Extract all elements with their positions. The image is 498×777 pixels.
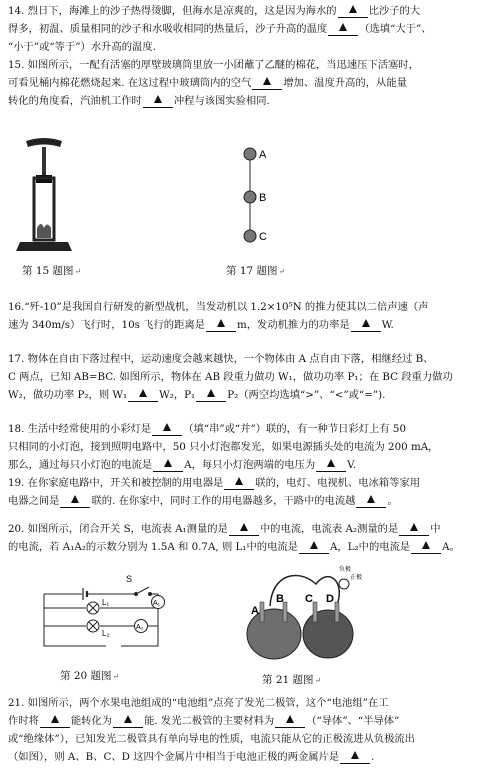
led-pos-label: 正极 (350, 575, 363, 581)
question-15 (8, 56, 492, 110)
fruit-right-icon (303, 610, 353, 658)
blank-marker-icon (327, 459, 335, 467)
cotton-icon (37, 224, 51, 238)
blank-marker-icon (349, 5, 357, 13)
figure-21-caption: 第 21 题图↵ (262, 674, 322, 686)
answer-blank[interactable] (275, 715, 305, 728)
blank-marker-icon (163, 423, 171, 431)
cylinder-base-icon (16, 242, 72, 251)
lamp-l1-icon (87, 602, 99, 614)
answer-blank[interactable] (60, 495, 90, 508)
figure-21-fruit-battery (238, 562, 363, 666)
figure-20-caption: 第 20 题图↵ (60, 670, 120, 682)
q15-line-1: 15. 如图所示，一配有活塞的厚壁玻璃筒里放一小团蘸了乙醚的棉花，当迅速压下活塞时， (8, 59, 419, 71)
q14-line-2: 得多，初温、质量相同的沙子和水吸收相同的热量后，沙子升高的温度 （选填“大于”、 (8, 23, 432, 35)
q15-line-3: 转化的角度看，汽油机工作时 冲程与该图实验相同. (8, 95, 270, 107)
ammeter-a1-label: A₁ (153, 600, 161, 607)
blank-marker-icon (286, 715, 294, 723)
switch-icon (135, 587, 152, 596)
blank-marker-icon (235, 477, 243, 485)
q16-line-2: 速为 340m/s）飞行时，10s 飞行的距离是 m，发动机推力的功率是 W. (8, 319, 394, 331)
q14-line-3: “小于”或“等于”）水升高的温度. (8, 41, 156, 53)
answer-blank[interactable] (351, 319, 381, 332)
blank-marker-icon (154, 95, 162, 103)
point-c-icon (244, 230, 256, 242)
answer-blank[interactable] (399, 523, 429, 536)
point-b-icon (244, 191, 256, 203)
battery-icon (83, 588, 87, 600)
blank-marker-icon (139, 389, 147, 397)
question-20 (8, 520, 492, 556)
answer-blank[interactable] (196, 389, 226, 402)
figure-15-caption: 第 15 题图↵ (22, 265, 82, 277)
answer-blank[interactable] (206, 319, 236, 332)
question-21 (8, 694, 492, 766)
led-icon (339, 579, 349, 589)
answer-blank[interactable] (153, 459, 183, 472)
figure-20-circuit (36, 568, 166, 656)
answer-blank[interactable] (338, 5, 368, 18)
q20-line-1: 20. 如图所示，闭合开关 S，电流表 A₁测量的是 中的电流，电流表 A₂测量的是 中 (8, 523, 441, 535)
q18-line-1: 18. 生活中经常使用的小彩灯是 （填“串”或“并”）联的，有一种节日彩灯上有 50 (8, 423, 406, 435)
plate-label-c: C (305, 593, 313, 605)
metal-plate-b (283, 602, 287, 622)
lamp-l2-label: L₂ (102, 629, 110, 638)
q21-line-1: 21. 如图所示，两个水果电池组成的“电池组”点亮了发光二极管，这个“电池组”在工 (8, 697, 389, 709)
led-neg-label: 负极 (339, 567, 352, 573)
blank-marker-icon (217, 319, 225, 327)
blank-marker-icon (51, 715, 59, 723)
q16-line-1: 16.“歼-10”是我国自行研发的新型战机，当发动机以 1.2×10⁵N 的推力使其以二倍声速（声 (8, 301, 429, 313)
question-19 (8, 474, 492, 510)
answer-blank[interactable] (40, 715, 70, 728)
figure-17-caption: 第 17 题图↵ (226, 265, 286, 277)
q17-line-2: C 两点，已知 AB=BC. 如图所示，物体在 AB 段重力做功 W₁，做功功率 P₁；在 BC 段重力做功 (8, 371, 453, 383)
blank-marker-icon (310, 541, 318, 549)
question-18 (8, 420, 492, 474)
blank-marker-icon (240, 523, 248, 531)
q21-line-3: 或“绝缘体”），已知发光二极管具有单向导电的性质，电流只能从它的正极流进从负极流出 (8, 733, 415, 745)
plate-label-a: A (251, 605, 259, 617)
figure-15-piston-cylinder (14, 138, 74, 256)
q14-line-1: 14. 烈日下，海滩上的沙子热得烫脚，但海水是凉爽的，这是因为海水的 比沙子的大 (8, 5, 421, 17)
blank-marker-icon (410, 523, 418, 531)
metal-plate-c (313, 602, 317, 622)
answer-blank[interactable] (252, 77, 282, 90)
blank-marker-icon (351, 751, 359, 759)
point-c-label: C (259, 231, 267, 243)
q18-line-2: 只相同的小灯泡，接到照明电路中，50 只小灯泡都发光，如果电源插头处的电流为 200 mA， (8, 441, 439, 453)
blank-marker-icon (71, 495, 79, 503)
q15-line-2: 可看见桶内棉花燃烧起来. 在这过程中玻璃筒内的空气 增加、温度升高的，从能量 (8, 77, 407, 89)
q17-line-1: 17. 物体在自由下落过程中，运动速度会越来越快，一个物体由 A 点自由下落，相继经过 B、 (8, 353, 434, 365)
point-b-label: B (259, 192, 267, 204)
answer-blank[interactable] (113, 715, 143, 728)
lamp-l1-label: L₁ (102, 598, 110, 607)
lamp-l2-icon (87, 620, 99, 632)
answer-blank[interactable] (356, 495, 386, 508)
blank-marker-icon (124, 715, 132, 723)
blank-marker-icon (422, 541, 430, 549)
q17-line-3: W₂，做功功率 P₂，则 W₁ W₂，P₁ P₂（两空均选填“>”、“<”或“=”). (8, 389, 386, 401)
metal-plate-a (260, 602, 264, 622)
blank-marker-icon (362, 319, 370, 327)
switch-label: S (126, 574, 133, 584)
answer-blank[interactable] (316, 459, 346, 472)
blank-marker-icon (164, 459, 172, 467)
blank-marker-icon (339, 23, 347, 31)
blank-marker-icon (207, 389, 215, 397)
plate-label-d: D (326, 593, 334, 605)
metal-plate-d (335, 602, 339, 622)
blank-marker-icon (367, 495, 375, 503)
answer-blank[interactable] (224, 477, 254, 490)
answer-blank[interactable] (340, 751, 370, 764)
answer-blank[interactable] (299, 541, 329, 554)
q18-line-3: 那么，通过每只小灯泡的电流是 A，每只小灯泡两端的电压为 V. (8, 459, 357, 471)
piston-rod-icon (42, 147, 46, 175)
answer-blank[interactable] (229, 523, 259, 536)
q21-line-2: 作时将 能转化为 能. 发光二极管的主要材料为 （“导体”、“半导体” (8, 715, 400, 727)
q21-line-4: （如图），则 A、B、C、D 这四个金属片中相当于电池正极的两金属片是 . (8, 751, 375, 763)
blank-marker-icon (263, 77, 271, 85)
plate-label-b: B (276, 593, 284, 605)
point-a-label: A (259, 149, 267, 161)
answer-blank[interactable] (128, 389, 158, 402)
answer-blank[interactable] (411, 541, 441, 554)
answer-blank[interactable] (152, 423, 182, 436)
question-14 (8, 2, 492, 56)
answer-blank[interactable] (143, 95, 173, 108)
q19-line-2: 电器之间是 联的. 在你家中，同时工作的用电器越多，干路中的电流越 。 (8, 495, 398, 507)
question-16 (8, 298, 492, 334)
question-17 (8, 350, 492, 404)
piston-handle-icon (26, 138, 62, 147)
figure-17-falling-points (238, 142, 278, 246)
point-a-icon (244, 148, 256, 160)
answer-blank[interactable] (328, 23, 358, 36)
ammeter-a2-label: A₂ (136, 624, 144, 631)
q19-line-1: 19. 在你家庭电路中，开关和被控制的用电器是 联的，电灯、电视机、电冰箱等家用 (8, 477, 421, 489)
q20-line-2: 的电流，若 A₁A₂的示数分别为 1.5A 和 0.7A, 则 L₁中的电流是 A，L₂中的电流是 A。 (8, 541, 460, 553)
